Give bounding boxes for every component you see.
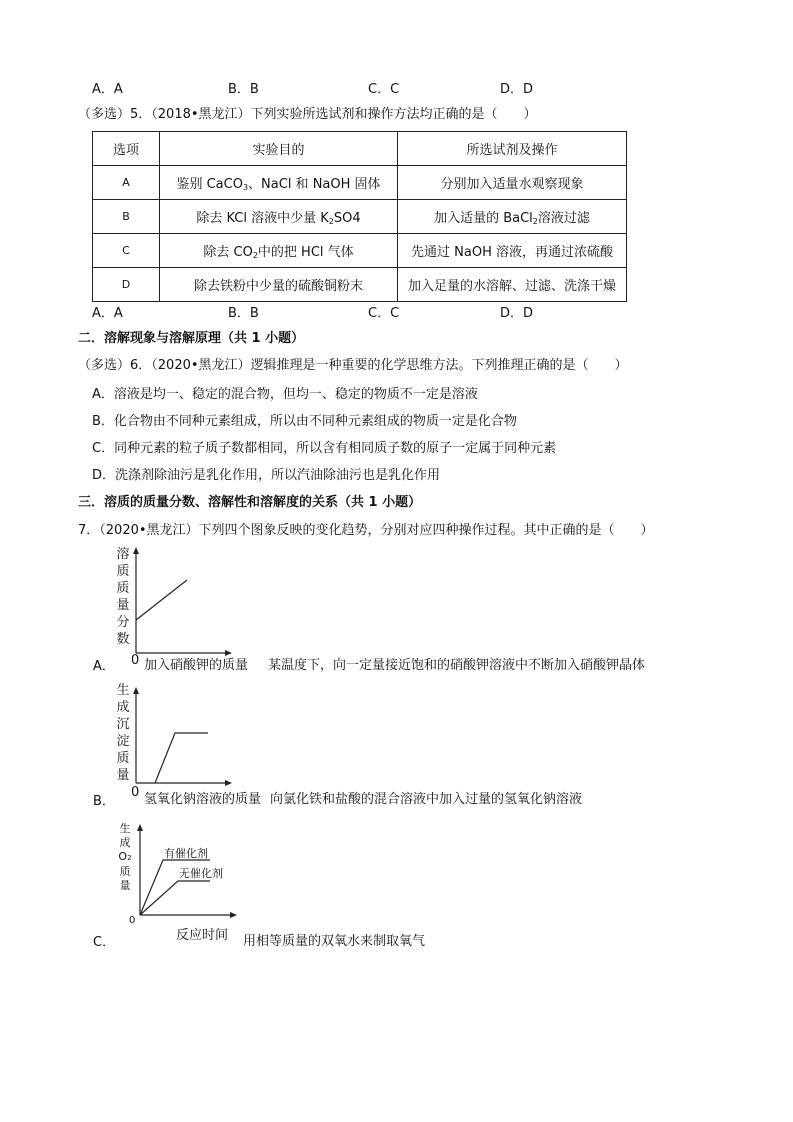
purpose-text-2: SO4: [333, 211, 361, 226]
table-row: [93, 200, 627, 234]
graph-c-xlabel: 反应时间: [176, 928, 229, 943]
purpose-text: 除去 CO: [203, 245, 253, 260]
ylabel-char: 质: [119, 865, 131, 878]
ylabel-o2: [118, 850, 132, 865]
q6-option-c: C．同种元素的粒子质子数都相同，所以含有相同质子数的原子一定属于同种元素: [92, 441, 557, 456]
option-b: B．B: [228, 306, 259, 321]
q5-stem: （多选）5．（2018•黑龙江）下列实验所选试剂和操作方法均正确的是（ ）: [78, 107, 537, 122]
graph-b-letter: B．: [93, 794, 115, 809]
graph-c-origin: 0: [129, 915, 136, 926]
ylabel-o: O: [118, 850, 128, 863]
subscript: 2: [127, 854, 132, 862]
graph-c-series-1: 有催化剂: [164, 847, 208, 860]
ylabel-char: 成: [119, 836, 131, 849]
method-text-2: 溶液过滤: [537, 211, 590, 226]
graph-b-caption: 向氯化铁和盐酸的混合溶液中加入过量的氢氧化钠溶液: [270, 792, 583, 807]
option-c: C．C: [368, 306, 400, 321]
subscript: 2: [328, 217, 334, 226]
row-option: D: [93, 268, 160, 302]
row-method: [398, 200, 627, 234]
row-method: [398, 166, 627, 200]
graph-a-origin: 0: [131, 653, 140, 668]
graph-c-letter: C．: [93, 935, 116, 950]
graph-c-ylabel: [118, 822, 132, 893]
purpose-text-2: 中的把 HCl 气体: [257, 245, 354, 260]
method-text: 加入适量的 BaCl: [434, 211, 533, 226]
row-method: [398, 234, 627, 268]
row-method: [398, 268, 627, 302]
q5-table: [92, 131, 627, 302]
subscript: 3: [242, 183, 249, 192]
graph-a-xlabel: 加入硝酸钾的质量: [144, 658, 249, 673]
table-row: [93, 166, 627, 200]
graph-a-y-axis: [133, 547, 139, 653]
table-header-row: [93, 132, 627, 166]
method-text: 分别加入适量水观察现象: [440, 177, 584, 192]
graph-c-y-axis: [137, 824, 143, 915]
graph-a-letter: A．: [93, 659, 115, 674]
ylabel-char: 量: [119, 879, 131, 892]
q6-option-b: B．化合物由不同种元素组成，所以由不同种元素组成的物质一定是化合物: [92, 414, 517, 429]
graph-c-series-2: 无催化剂: [179, 867, 223, 880]
graph-b-ylabel: 生成沉淀质量: [116, 683, 130, 783]
subscript: 2: [532, 217, 538, 226]
option-b: B．B: [228, 82, 259, 97]
q7-stem: 7．（2020•黑龙江）下列四个图象反映的变化趋势，分别对应四种操作过程。其中正确的是（ ）: [78, 523, 654, 538]
row-purpose: [160, 200, 398, 234]
graph-b-origin: 0: [131, 785, 140, 800]
header-method: 所选试剂及操作: [398, 132, 627, 166]
row-purpose: [160, 268, 398, 302]
row-purpose: [160, 166, 398, 200]
graph-b-y-axis: [133, 687, 139, 783]
row-option: A: [93, 166, 160, 200]
graph-b-x-axis: [136, 780, 232, 786]
row-purpose: [160, 234, 398, 268]
graph-a-ylabel: 溶质质量分数: [116, 547, 130, 647]
graph-c-x-axis: [140, 912, 237, 918]
subscript: 2: [252, 251, 258, 260]
section-heading-2: 二．溶解现象与溶解原理（共 1 小题）: [78, 331, 305, 346]
section-heading-3: 三．溶质的质量分数、溶解性和溶解度的关系（共 1 小题）: [78, 495, 422, 510]
row-option: B: [93, 200, 160, 234]
row-option: C: [93, 234, 160, 268]
purpose-text: 除去 KCl 溶液中少量 K: [196, 211, 329, 226]
graph-a-curve: [136, 580, 187, 620]
q6-stem: （多选）6．（2020•黑龙江）逻辑推理是一种重要的化学思维方法。下列推理正确的是（ ）: [78, 358, 628, 373]
method-text: 先通过 NaOH 溶液，再通过浓硫酸: [411, 245, 613, 260]
purpose-text: 鉴别 CaCO: [176, 177, 243, 192]
header-purpose: 实验目的: [160, 132, 398, 166]
header-option: 选项: [93, 132, 160, 166]
graph-a-caption: 某温度下，向一定量接近饱和的硝酸钾溶液中不断加入硝酸钾晶体: [268, 658, 646, 673]
graph-c-curve-no-catalyst: [140, 881, 210, 915]
method-text: 加入足量的水溶解、过滤、洗涤干燥: [407, 279, 616, 294]
table-row: [93, 234, 627, 268]
q6-option-a: A．溶液是均一、稳定的混合物，但均一、稳定的物质不一定是溶液: [92, 387, 478, 402]
option-a: A．A: [92, 82, 123, 97]
purpose-text-2: 、NaCl 和 NaOH 固体: [248, 177, 381, 192]
graph-c-caption: 用相等质量的双氧水来制取氧气: [243, 934, 426, 949]
option-a: A．A: [92, 306, 123, 321]
option-c: C．C: [368, 82, 400, 97]
graph-b-xlabel: 氢氧化钠溶液的质量: [144, 792, 262, 807]
graph-b-curve: [155, 733, 208, 783]
option-d: D．D: [500, 306, 534, 321]
ylabel-char: 生: [119, 822, 131, 835]
purpose-text: 除去铁粉中少量的硫酸铜粉末: [193, 279, 363, 294]
option-d: D．D: [500, 82, 534, 97]
table-row: [93, 268, 627, 302]
q6-option-d: D．洗涤剂除油污是乳化作用，所以汽油除油污也是乳化作用: [92, 468, 441, 483]
